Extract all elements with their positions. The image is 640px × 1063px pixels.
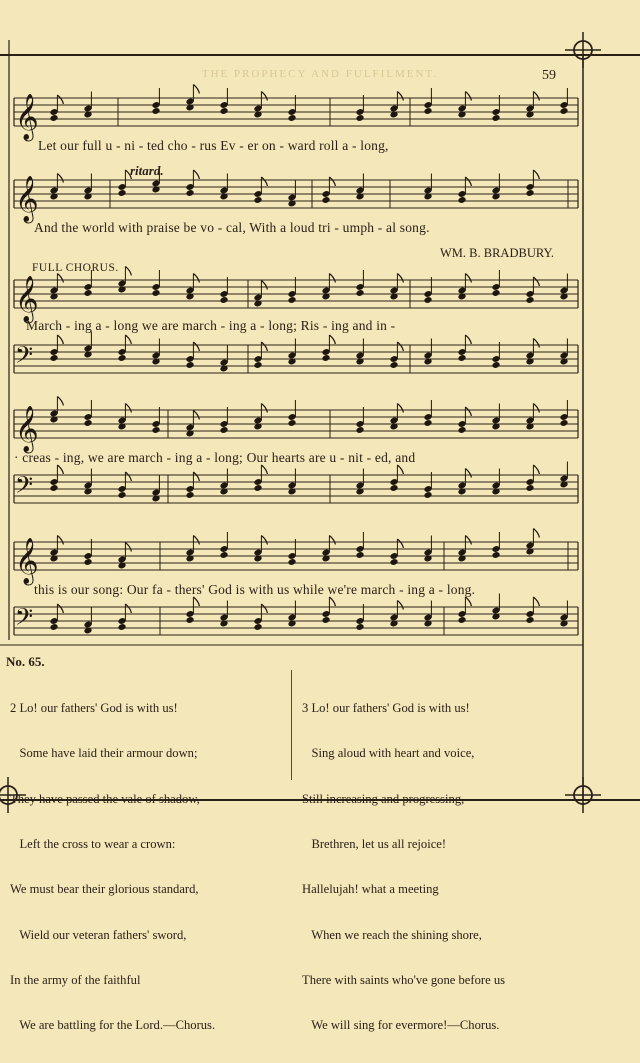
verse-line: When we reach the shining shore, [302,927,482,942]
notehead [83,400,92,427]
notehead [287,400,296,427]
notehead [491,270,500,297]
notehead [389,342,403,369]
treble-clef-icon: 𝄞 [15,94,39,140]
notehead [457,335,471,362]
notehead [423,277,432,304]
notehead [185,170,199,197]
notehead [253,604,267,631]
notehead [185,342,199,369]
page-number: 59 [542,68,556,83]
notehead [117,604,131,631]
verse-line: We will sing for evermore!—Chorus. [302,1018,500,1033]
verse-line: Brethren, let us all rejoice! [302,837,447,852]
staff [14,406,578,454]
notehead [287,539,296,566]
staff [14,176,578,224]
staff [14,276,578,324]
treble-clef-icon: 𝄞 [15,276,39,322]
notehead [253,465,267,492]
staff [14,603,578,636]
treble-clef-icon: 𝄞 [15,538,39,584]
verse-line: Wield our veteran fathers' sword, [10,927,187,942]
notehead [83,539,92,566]
notehead [321,597,335,624]
bass-clef-icon: 𝄢 [15,603,34,636]
notehead [151,88,160,115]
verse-line: 3 Lo! our fathers' God is with us! [302,701,470,716]
notehead [49,95,63,122]
notehead [321,335,335,362]
verse-line: In the army of the faithful [10,972,141,987]
hymn-number: No. 65. [6,654,45,669]
notehead [525,277,539,304]
notehead [49,604,63,631]
notehead [151,270,160,297]
notehead [525,465,539,492]
notehead [491,342,500,369]
verse-line: Hallelujah! what a meeting [302,882,439,897]
verse-3 [302,671,505,1063]
notehead [83,270,92,297]
notehead [491,95,500,122]
notehead [457,407,471,434]
verse-line: Still increasing and progressing, [302,791,465,806]
notehead [151,407,160,434]
notehead [355,532,364,559]
bass-clef-icon: 𝄢 [15,341,34,374]
treble-clef-icon: 𝄞 [15,176,39,222]
notehead [49,335,63,362]
verse-line: We must bear their glorious standard, [10,882,199,897]
notehead [117,472,131,499]
verse-line: There with saints who've gone before us [302,972,506,987]
verse-line: They have passed the vale of shadow, [10,791,200,806]
notehead [559,400,568,427]
notehead [219,532,228,559]
verse-divider [291,670,292,780]
staff [14,538,578,586]
notehead [321,177,335,204]
notehead [253,342,267,369]
notehead [559,88,568,115]
lyric-line-2: And the world with praise be vo - cal, With a loud tri - umph - al song. [34,220,430,235]
notehead [117,335,131,362]
notehead [389,465,403,492]
notehead [525,597,539,624]
corner-ornament [565,777,601,813]
lyric-line-5: this is our song: Our fa - thers' God is with us while we're march - ing a - long. [34,582,476,597]
verse-2 [10,671,215,1063]
verse-line: Left the cross to wear a crown: [10,837,176,852]
lyric-line-3: March - ing a - long we are march - ing a - long; Ris - ing and in - [26,318,396,333]
notehead [423,472,432,499]
corner-ornament [565,32,601,68]
bass-clef-icon: 𝄢 [15,471,34,504]
notehead [525,170,539,197]
running-header: THE PROPHECY AND FULFILMENT. [201,68,439,80]
notehead [389,539,403,566]
notehead [457,597,471,624]
composer-credit: WM. B. BRADBURY. [440,246,555,260]
notehead [355,407,364,434]
notehead [287,95,296,122]
notehead [355,604,364,631]
notehead [219,88,228,115]
notehead [423,88,432,115]
verse-line: 2 Lo! our fathers' God is with us! [10,701,178,716]
notehead [355,270,364,297]
notehead [219,277,228,304]
notehead [457,177,471,204]
notehead [423,400,432,427]
notehead [355,95,364,122]
full-chorus-heading: FULL CHORUS. [32,262,119,274]
notehead [185,472,199,499]
notes [49,85,568,635]
notehead [219,407,228,434]
notehead [253,177,267,204]
lyric-line-1: Let our full u - ni - ted cho - rus Ev - er on - ward roll a - long, [38,138,389,153]
ritard-marking: ritard. [130,163,164,178]
notehead [287,277,296,304]
verse-line: We are battling for the Lord.—Chorus. [10,1018,216,1033]
notehead [491,532,500,559]
verse-line: Sing aloud with heart and voice, [302,746,475,761]
treble-clef-icon: 𝄞 [15,406,39,452]
notehead [49,465,63,492]
notehead [185,597,199,624]
lyric-line-4: · creas - ing, we are march - ing a - long; Our hearts are u - nit - ed, and [14,450,416,465]
verse-line: Some have laid their armour down; [10,746,198,761]
